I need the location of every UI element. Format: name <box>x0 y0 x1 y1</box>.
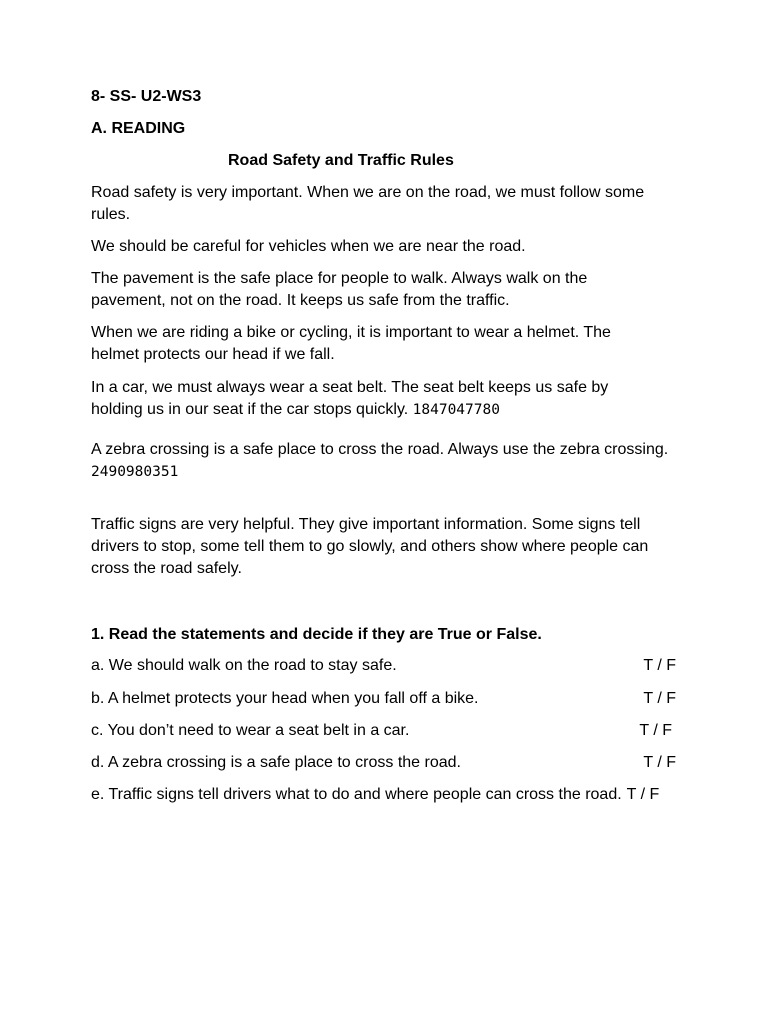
paragraph-line: Road safety is very important. When we are on the road, we must follow some <box>91 184 645 201</box>
paragraph-traffic-signs <box>91 514 648 580</box>
statement-row <box>91 752 676 774</box>
statement-text: a. We should walk on the road to stay safe. <box>91 657 397 674</box>
section-heading: A. READING <box>91 120 186 137</box>
true-false-choice: T / F <box>643 754 676 771</box>
paragraph-helmet <box>91 322 611 366</box>
paragraph-line: A zebra crossing is a safe place to cross the road. Always use the zebra crossing. <box>91 441 669 458</box>
statement-text: e. Traffic signs tell drivers what to do and where people can cross the road. <box>91 786 622 803</box>
paragraph-text: holding us in our seat if the car stops quickly. <box>91 401 409 418</box>
paragraph-line: rules. <box>91 206 131 223</box>
true-false-choice: T / F <box>643 657 676 674</box>
statement-row <box>91 784 659 806</box>
paragraph-line: helmet protects our head if we fall. <box>91 346 335 363</box>
statement-text: c. You don’t need to wear a seat belt in a car. <box>91 722 410 739</box>
paragraph-zebra-crossing <box>91 439 668 483</box>
statement-text: d. A zebra crossing is a safe place to cross the road. <box>91 754 461 771</box>
paragraph-line: We should be careful for vehicles when we are near the road. <box>91 238 526 255</box>
paragraph-line: Traffic signs are very helpful. They give important information. Some signs tell <box>91 516 641 533</box>
statement-text: b. A helmet protects your head when you fall off a bike. <box>91 690 479 707</box>
true-false-choice: T / F <box>639 722 672 739</box>
reference-number: 2490980351 <box>91 464 179 480</box>
paragraph-pavement <box>91 268 587 312</box>
paragraph-line: The pavement is the safe place for people to walk. Always walk on the <box>91 270 588 287</box>
statement-row <box>91 720 672 742</box>
paragraph-line: When we are riding a bike or cycling, it is important to wear a helmet. The <box>91 324 611 341</box>
reference-number: 1847047780 <box>412 402 500 418</box>
true-false-choice: T / F <box>643 690 676 707</box>
exercise-instruction: 1. Read the statements and decide if they are True or False. <box>91 626 542 643</box>
statement-row <box>91 655 676 677</box>
paragraph-line: pavement, not on the road. It keeps us safe from the traffic. <box>91 292 510 309</box>
paragraph-road-safety <box>91 182 644 226</box>
paragraph-line: In a car, we must always wear a seat belt. The seat belt keeps us safe by <box>91 379 609 396</box>
statement-row <box>91 688 676 710</box>
paragraph-seat-belt <box>91 377 608 421</box>
paragraph-vehicles <box>91 236 526 258</box>
worksheet-code: 8- SS- U2-WS3 <box>91 88 202 105</box>
paragraph-line: drivers to stop, some tell them to go slowly, and others show where people can <box>91 538 649 555</box>
reading-title: Road Safety and Traffic Rules <box>228 152 454 169</box>
paragraph-line: cross the road safely. <box>91 560 242 577</box>
paragraph-line <box>91 399 608 421</box>
true-false-choice: T / F <box>626 786 660 803</box>
